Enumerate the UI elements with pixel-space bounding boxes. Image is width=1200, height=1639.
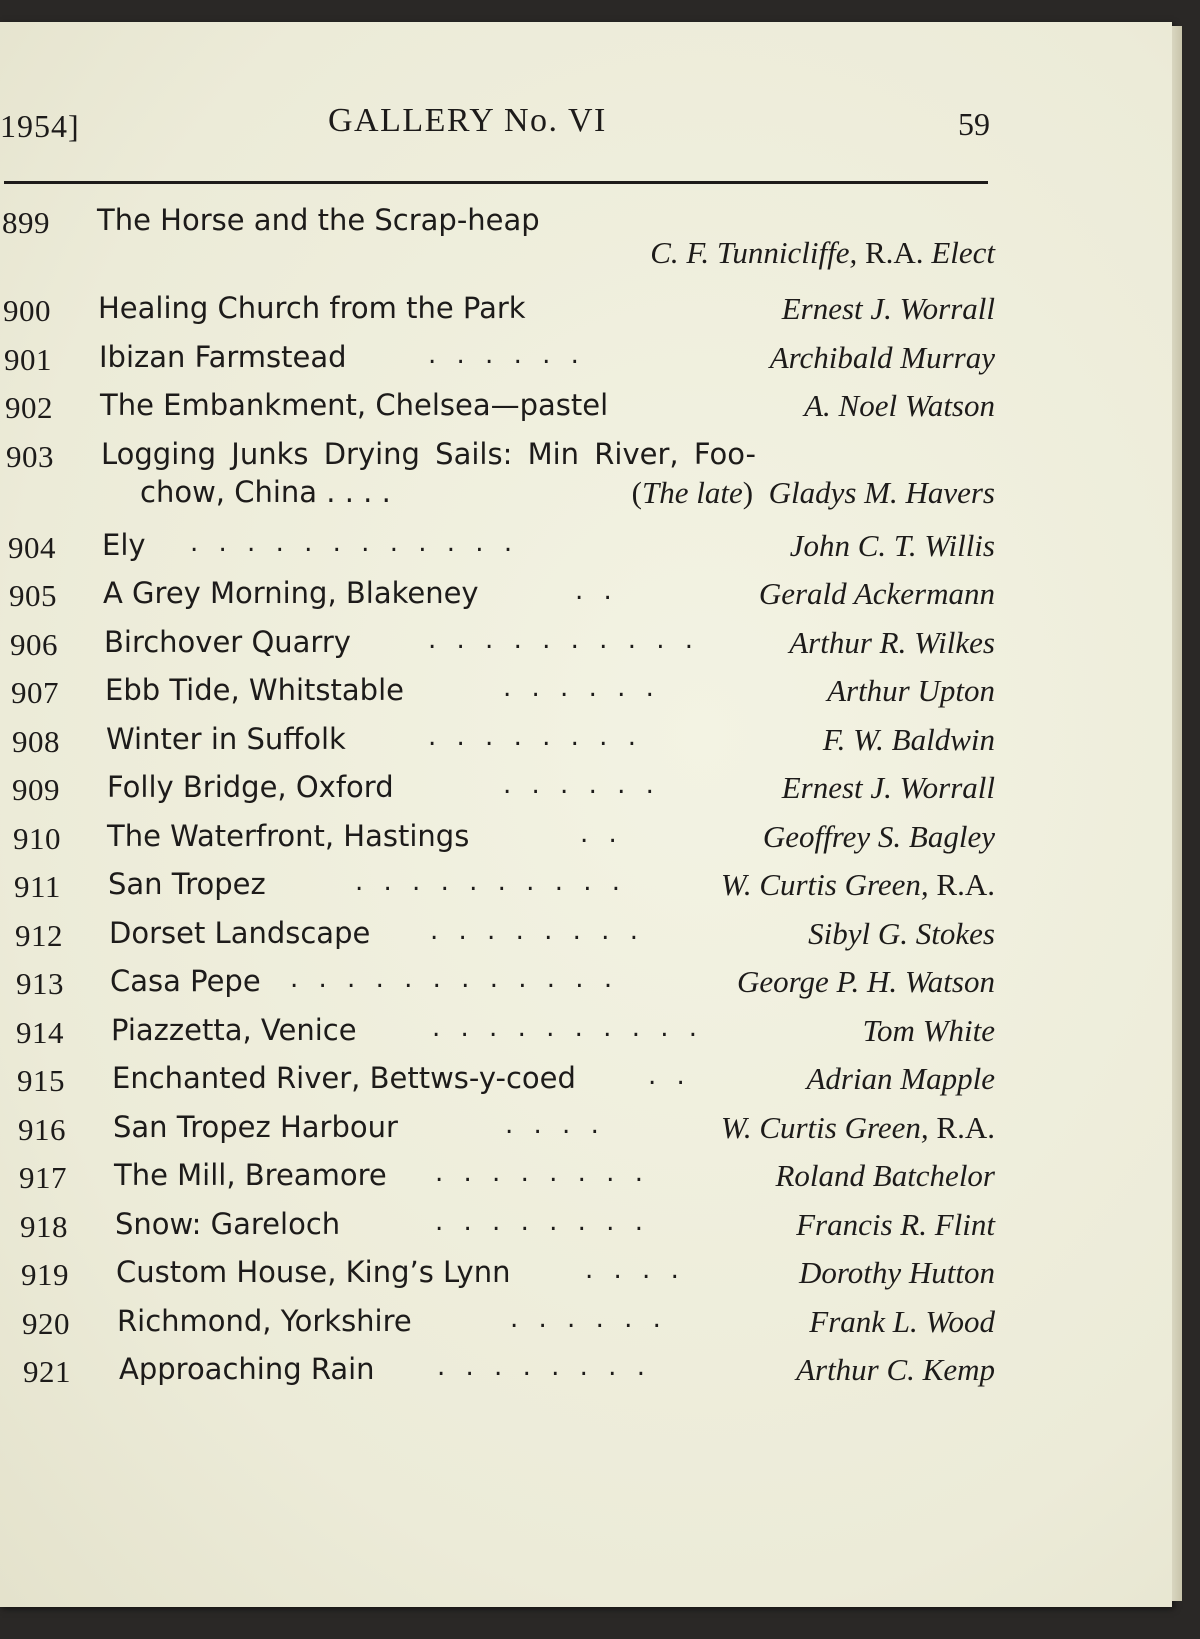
entry-artist: Ernest J. Worrall: [781, 770, 995, 805]
entry-number: 903: [6, 438, 54, 474]
entry-title: Ebb Tide, Whitstable: [105, 673, 404, 707]
leader-dots: . . . . . . . . . . . .: [290, 964, 619, 994]
entry-artist: C. F. Tunnicliffe, R.A. Elect: [650, 235, 995, 270]
catalogue-entry: [0, 766, 995, 815]
entry-number: 917: [19, 1160, 67, 1195]
entry-number: 913: [16, 966, 64, 1001]
entry-title: The Waterfront, Hastings: [107, 818, 470, 853]
catalogue-entry: [0, 718, 995, 767]
entry-number: 908: [12, 723, 60, 759]
entry-number: 911: [14, 869, 61, 904]
catalogue-entry: [0, 863, 995, 912]
leader-dots: . . . .: [505, 1109, 605, 1140]
leader-dots: . . . . . .: [510, 1303, 667, 1334]
catalogue-entry: [0, 621, 995, 670]
entry-artist: Archibald Murray: [769, 339, 995, 375]
catalogue-list: [0, 199, 1000, 1397]
catalogue-entry: [0, 815, 995, 864]
catalogue-entry: [0, 524, 995, 573]
entry-number: 904: [8, 529, 56, 565]
entry-title: Snow: Gareloch: [115, 1206, 341, 1241]
entry-title: Logging Junks Drying Sails: Min River, Foo-: [101, 436, 756, 471]
catalogue-entry: [0, 1203, 995, 1252]
leader-dots: . . . . . . . .: [435, 1158, 649, 1188]
entry-title: A Grey Morning, Blakeney: [103, 576, 479, 610]
entry-title: Healing Church from the Park: [98, 291, 526, 325]
entry-artist: Arthur R. Wilkes: [789, 624, 995, 660]
catalogue-entry: [0, 912, 995, 961]
entry-artist: Ernest J. Worrall: [781, 291, 995, 326]
entry-number: 912: [15, 917, 63, 953]
entry-artist: Gerald Ackermann: [758, 576, 995, 611]
leader-dots: . .: [575, 576, 618, 606]
entry-artist: F. W. Baldwin: [822, 721, 995, 757]
catalogue-entry: [0, 1057, 995, 1106]
entry-title: Folly Bridge, Oxford: [107, 770, 394, 804]
entry-artist: Geoffrey S. Bagley: [762, 818, 995, 854]
entry-title: Ely: [102, 527, 146, 562]
entry-number: 918: [20, 1208, 68, 1244]
leader-dots: . .: [648, 1061, 691, 1091]
page-number: 59: [958, 106, 990, 142]
leader-dots: . . . .: [585, 1255, 685, 1285]
leader-dots: . .: [580, 818, 623, 849]
entry-number: 920: [22, 1305, 70, 1341]
entry-title: The Mill, Breamore: [114, 1158, 387, 1192]
entry-artist: Frank L. Wood: [809, 1303, 995, 1339]
header-year: 1954]: [0, 108, 80, 144]
leader-dots: . . . . . . . .: [430, 915, 644, 946]
entry-title: Birchover Quarry: [104, 624, 351, 659]
entry-title: Winter in Suffolk: [106, 721, 346, 756]
entry-artist: Dorothy Hutton: [798, 1255, 995, 1290]
header-rule: [4, 181, 988, 184]
entry-title: San Tropez Harbour: [113, 1109, 398, 1144]
entry-title: Custom House, King’s Lynn: [116, 1255, 511, 1289]
entry-number: 907: [11, 675, 59, 710]
entry-number: 899: [2, 205, 50, 240]
entry-title: San Tropez: [108, 867, 266, 901]
catalogue-entry: [0, 199, 995, 287]
entry-number: 902: [5, 390, 53, 425]
leader-dots: . . . . . . . . . . . .: [190, 527, 519, 558]
entry-number: 914: [16, 1014, 64, 1050]
leader-dots: . . . . . . . . . .: [428, 624, 700, 655]
catalogue-entry: [0, 287, 995, 336]
entry-artist: Roland Batchelor: [775, 1158, 995, 1193]
catalogue-entry: [0, 336, 995, 385]
entry-title: Approaching Rain: [119, 1352, 375, 1386]
entry-title: Casa Pepe: [110, 964, 261, 998]
entry-title: Dorset Landscape: [109, 915, 371, 950]
catalogue-entry: [0, 384, 995, 433]
leader-dots: . . . . . .: [503, 770, 660, 800]
entry-artist: Sibyl G. Stokes: [808, 915, 995, 951]
leader-dots: . . . . . . . .: [435, 1206, 649, 1237]
catalogue-entry: [0, 1009, 995, 1058]
leader-dots: . . . . . . . . . .: [432, 1012, 704, 1043]
entry-number: 900: [3, 293, 51, 328]
entry-number: 901: [4, 341, 52, 377]
catalogue-entry: [0, 433, 995, 524]
entry-title: The Horse and the Scrap-heap: [97, 203, 540, 237]
catalogue-entry: [0, 1251, 995, 1300]
entry-artist: Adrian Mapple: [806, 1061, 995, 1096]
page-edge: [1172, 26, 1182, 1601]
entry-artist: (The late) Gladys M. Havers: [631, 474, 995, 510]
entry-number: 910: [13, 820, 61, 856]
entry-number: 909: [12, 772, 60, 807]
entry-artist: John C. T. Willis: [789, 527, 995, 563]
entry-artist: W. Curtis Green, R.A.: [720, 867, 995, 902]
entry-artist: A. Noel Watson: [804, 388, 995, 423]
entry-artist: Arthur C. Kemp: [796, 1352, 995, 1387]
entry-title: Piazzetta, Venice: [111, 1012, 357, 1047]
entry-artist: Francis R. Flint: [796, 1206, 995, 1242]
entry-artist: W. Curtis Green, R.A.: [720, 1109, 995, 1145]
entry-number: 919: [21, 1257, 69, 1292]
header-title: GALLERY No. VI: [328, 102, 607, 139]
entry-title-continued: chow, China . . . .: [140, 474, 391, 509]
entry-number: 916: [18, 1111, 66, 1147]
leader-dots: . . . . . . . .: [437, 1352, 651, 1382]
catalogue-entry: [0, 1154, 995, 1203]
catalogue-entry: [0, 960, 995, 1009]
entry-number: 915: [17, 1063, 65, 1098]
entry-number: 906: [10, 626, 58, 662]
catalogue-entry: [0, 669, 995, 718]
catalogue-entry: [0, 1348, 995, 1397]
catalogue-entry: [0, 572, 995, 621]
entry-artist: George P. H. Watson: [736, 964, 995, 999]
catalogue-entry: [0, 1106, 995, 1155]
entry-title: Enchanted River, Bettws-y-coed: [112, 1061, 576, 1095]
running-header: [0, 96, 990, 156]
entry-number: 921: [23, 1354, 71, 1389]
leader-dots: . . . . . . . . . .: [355, 867, 627, 897]
entry-number: 905: [9, 578, 57, 613]
leader-dots: . . . . . .: [503, 673, 660, 703]
entry-artist: Tom White: [862, 1012, 995, 1048]
leader-dots: . . . . . . . .: [428, 721, 642, 752]
entry-artist: Arthur Upton: [827, 673, 995, 708]
entry-title: Ibizan Farmstead: [99, 339, 347, 374]
entry-title: The Embankment, Chelsea—pastel: [100, 388, 609, 422]
entry-title: Richmond, Yorkshire: [117, 1303, 412, 1338]
catalogue-entry: [0, 1300, 995, 1349]
leader-dots: . . . . . .: [428, 339, 585, 370]
